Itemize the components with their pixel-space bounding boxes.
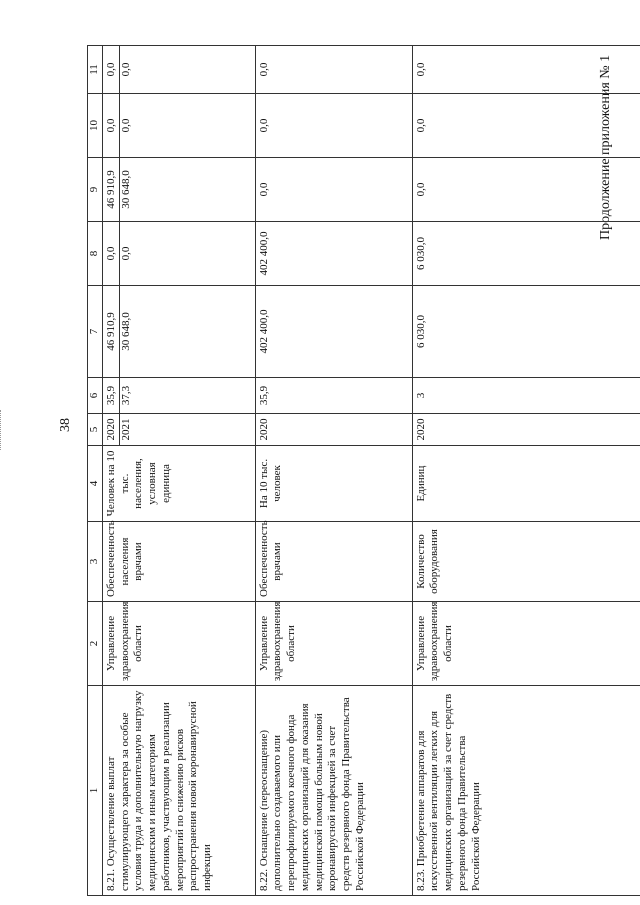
measure-name: 8.23. Приобретение аппаратов для искусственной вентиляции легких для медицинских организаций за счет средств резервного фонда Правительства Российской Федерации (412, 686, 640, 896)
page-number: 38 (58, 418, 73, 432)
col-header-7: 7 (88, 286, 103, 378)
amount-col8: 6 030,0 (412, 222, 640, 286)
amount-col11 (102, 46, 255, 94)
indicator-value-item: 35,9 (104, 385, 117, 406)
year-value: 2021 (119, 414, 134, 445)
amount-col11: 0,0 (255, 46, 412, 94)
total-amount (102, 286, 255, 378)
unit: Единиц (412, 446, 640, 522)
year (102, 414, 255, 446)
amount-item: 0,0 (119, 94, 134, 157)
unit: Человек на 10 тыс. населения, условная единица (102, 446, 255, 522)
table-row (255, 46, 412, 896)
amount-item: 0,0 (104, 246, 117, 261)
indicator-name: Количество оборудования (412, 522, 640, 602)
scan-edge-mark (0, 410, 2, 450)
executor: Управление здравоохранения области (255, 602, 412, 686)
appendix-table (87, 45, 640, 896)
amount-item: 46 910,9 (104, 312, 117, 351)
unit: На 10 тыс. человек (255, 446, 412, 522)
col-header-3: 3 (88, 522, 103, 602)
amount-item: 0,0 (119, 222, 134, 285)
indicator-name: Обеспеченность населения врачами (102, 522, 255, 602)
indicator-value: 35,9 (255, 378, 412, 414)
amount-col9: 0,0 (255, 158, 412, 222)
amount-col10: 0,0 (255, 94, 412, 158)
measure-name: 8.22. Оснащение (переоснащение) дополнительно создаваемого или перепрофилируемого коечного фонда медицинских организаций для оказания медицинской помощи больным новой коронавирусной инфекцией за счет средств резервного фонда Правительства Российской Федерации (255, 686, 412, 896)
col-header-1: 1 (88, 686, 103, 896)
indicator-name: Обеспеченность врачами (255, 522, 412, 602)
amount-col10 (102, 94, 255, 158)
amount-item: 0,0 (104, 118, 117, 133)
indicator-value (102, 378, 255, 414)
total-amount: 6 030,0 (412, 286, 640, 378)
executor: Управление здравоохранения области (412, 602, 640, 686)
amount-item: 0,0 (119, 46, 134, 93)
col-header-11: 11 (88, 46, 103, 94)
col-header-2: 2 (88, 602, 103, 686)
indicator-value: 3 (412, 378, 640, 414)
table-row (412, 46, 640, 896)
amount-item: 0,0 (104, 62, 117, 77)
col-header-4: 4 (88, 446, 103, 522)
amount-col10: 0,0 (412, 94, 640, 158)
year-value: 2020 (104, 418, 117, 441)
col-header-9: 9 (88, 158, 103, 222)
year: 2020 (412, 414, 640, 446)
amount-col9: 0,0 (412, 158, 640, 222)
executor: Управление здравоохранения области (102, 602, 255, 686)
table-row (102, 46, 255, 896)
amount-item: 30 648,0 (119, 286, 134, 377)
indicator-value-item: 37,3 (119, 378, 134, 413)
col-header-8: 8 (88, 222, 103, 286)
amount-item: 30 648,0 (119, 158, 134, 221)
amount-item: 46 910,9 (104, 170, 117, 209)
amount-col8: 402 400,0 (255, 222, 412, 286)
col-header-6: 6 (88, 378, 103, 414)
col-header-10: 10 (88, 94, 103, 158)
col-header-5: 5 (88, 414, 103, 446)
continuation-title: Продолжение приложения № 1 (598, 54, 613, 240)
appendix-table-rotated (87, 46, 640, 896)
total-amount: 402 400,0 (255, 286, 412, 378)
amount-col9 (102, 158, 255, 222)
year: 2020 (255, 414, 412, 446)
amount-col8 (102, 222, 255, 286)
measure-name: 8.21. Осуществление выплат стимулирующего характера за особые условия труда и дополнительную нагрузку медицинским и иным категориям работников, участвующим в реализации мероприятий по снижению рисков распространения новой коронавирусной инфекции (102, 686, 255, 896)
amount-col11: 0,0 (412, 46, 640, 94)
column-number-row (88, 46, 103, 896)
